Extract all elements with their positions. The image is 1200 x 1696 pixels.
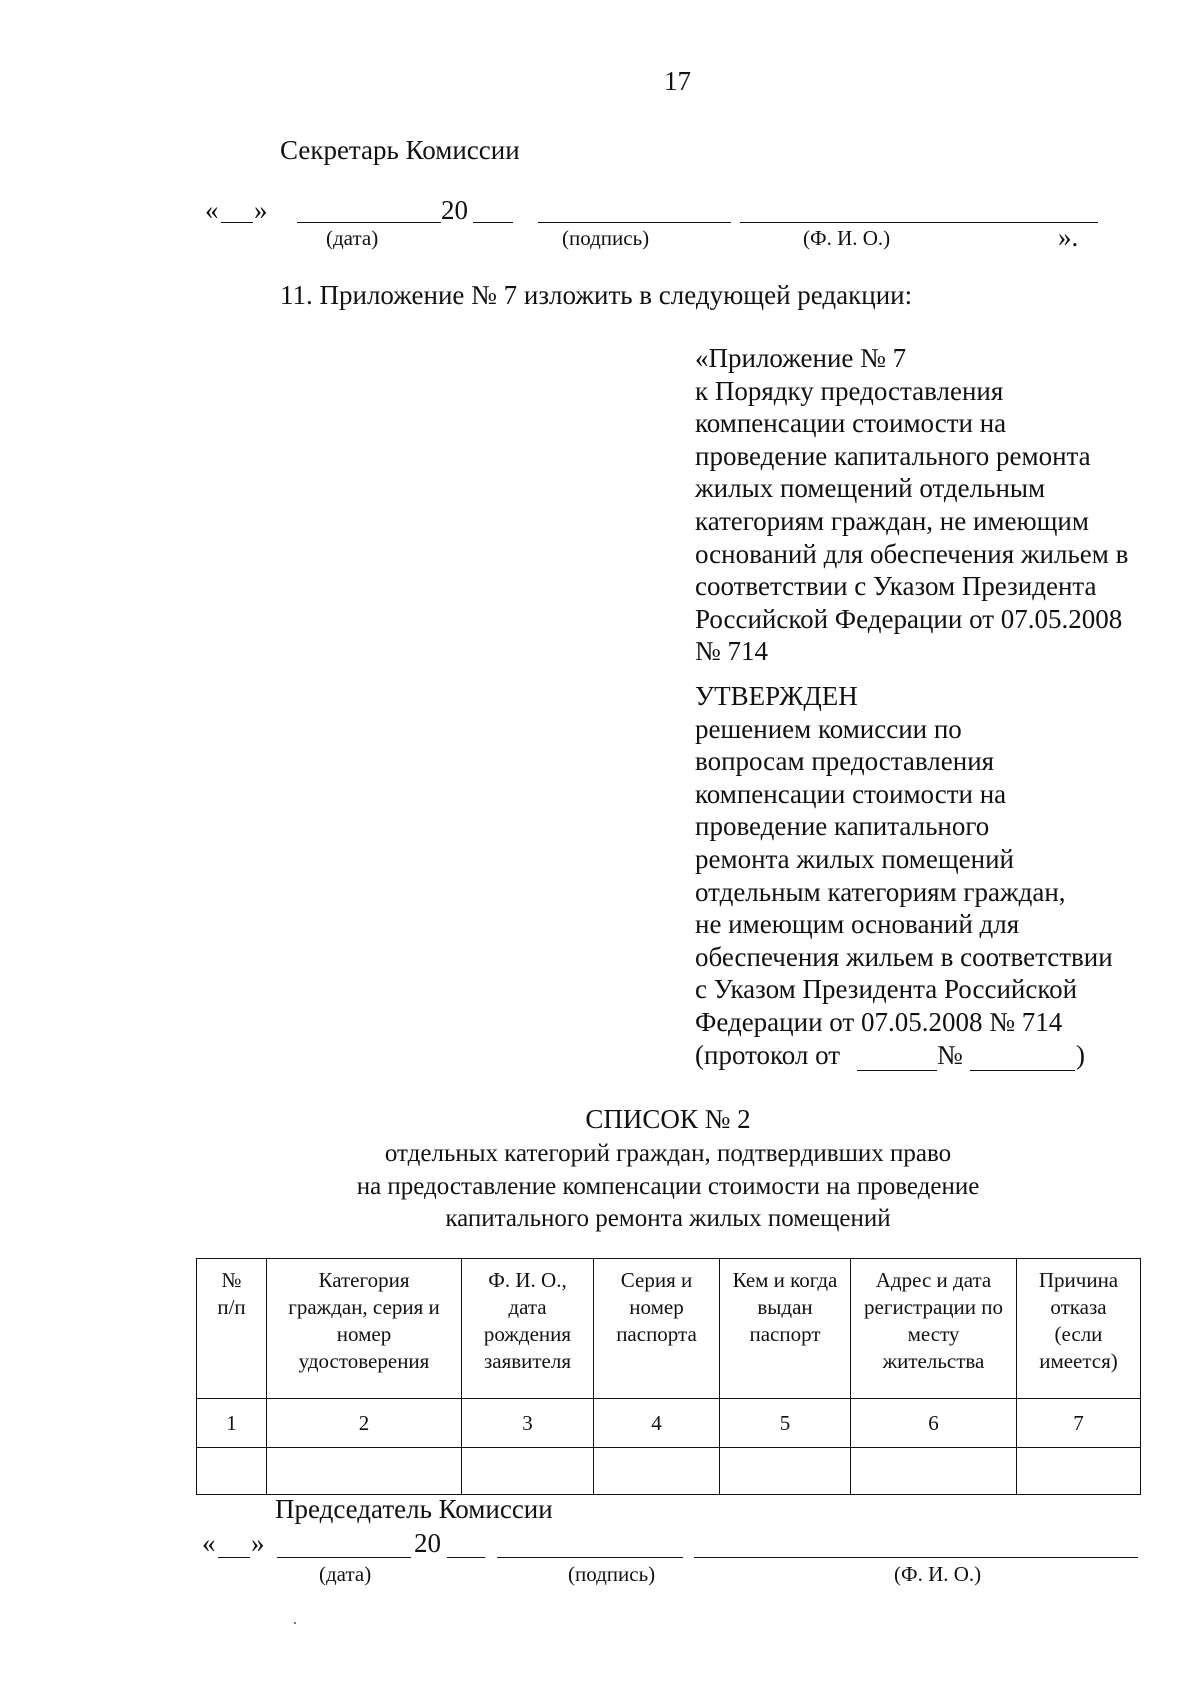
month-blank [277, 1557, 411, 1558]
approved-line: с Указом Президента Российской [695, 974, 1078, 1005]
header-cell-fio: Ф. И. О., дата рождения заявителя [462, 1259, 594, 1399]
protocol-end: ) [1076, 1040, 1085, 1070]
approved-line: вопросам предоставления [695, 746, 995, 777]
appendix-line: соответствии с Указом Президента [695, 571, 1097, 602]
approved-line: проведение капитального [695, 811, 990, 842]
list-subtitle-line: на предоставление компенсации стоимости на проведение [356, 1173, 980, 1200]
column-number-cell: 3 [462, 1399, 594, 1448]
protocol-date-blank [857, 1070, 937, 1071]
fio-blank [740, 222, 1098, 223]
signature-label: (подпись) [562, 226, 650, 250]
citizens-list-table [196, 1258, 1141, 1495]
list-subtitle-line: отдельных категорий граждан, подтвердивших право [384, 1140, 952, 1167]
approved-line: компенсации стоимости на [695, 778, 1007, 809]
secretary-title: Секретарь Комиссии [280, 135, 520, 165]
item-11-text: 11. Приложение № 7 изложить в следующей редакции: [280, 280, 913, 310]
appendix-header [695, 342, 1128, 668]
month-blank [297, 222, 441, 223]
appendix-line: компенсации стоимости на [695, 408, 1007, 439]
approved-line: ремонта жилых помещений [695, 843, 1014, 874]
signature-label: (подпись) [568, 1562, 656, 1586]
open-quote: « [202, 1528, 216, 1558]
fio-label: (Ф. И. О.) [803, 226, 891, 250]
year-blank [447, 1557, 485, 1558]
appendix-line: № 714 [695, 636, 769, 667]
approved-line: решением комиссии по [695, 713, 962, 744]
appendix-line: Российской Федерации от 07.05.2008 [695, 603, 1123, 634]
column-number-cell: 5 [720, 1399, 851, 1448]
day-blank [218, 1557, 250, 1558]
appendix-line: категориям граждан, не имеющим [695, 505, 1089, 536]
protocol-number-blank [970, 1070, 1075, 1071]
open-quote: « [205, 195, 219, 225]
header-cell-issued: Кем и когда выдан паспорт [720, 1259, 851, 1399]
empty-cell [197, 1448, 267, 1495]
appendix-line: жилых помещений отдельным [695, 473, 1046, 504]
empty-cell [720, 1448, 851, 1495]
approved-line: обеспечения жильем в соответствии [695, 941, 1113, 972]
approved-block [695, 680, 1113, 1039]
appendix-line: «Приложение № 7 [695, 343, 907, 373]
column-number-cell: 1 [197, 1399, 267, 1448]
header-cell-category: Категория граждан, серия и номер удостоверения [267, 1259, 462, 1399]
protocol-start: (протокол от [695, 1040, 841, 1070]
year-prefix: 20 [414, 1528, 441, 1558]
empty-cell [851, 1448, 1017, 1495]
approved-line: отдельным категориям граждан, [695, 876, 1066, 907]
list-heading: СПИСОК № 2 [585, 1104, 751, 1134]
empty-cell [1017, 1448, 1141, 1495]
column-number-cell: 4 [594, 1399, 720, 1448]
fio-blank [694, 1557, 1138, 1558]
empty-cell [594, 1448, 720, 1495]
appendix-line: к Порядку предоставления [695, 375, 1004, 406]
table-header-row [197, 1259, 1141, 1399]
scan-speck [294, 1622, 296, 1624]
chairman-title: Председатель Комиссии [275, 1494, 553, 1524]
fio-label: (Ф. И. О.) [894, 1562, 982, 1586]
closing-quote: ». [1058, 222, 1079, 252]
appendix-line: проведение капитального ремонта [695, 440, 1091, 471]
year-blank [473, 222, 513, 223]
column-number-cell: 2 [267, 1399, 462, 1448]
signature-blank [538, 222, 731, 223]
close-quote: » [254, 195, 268, 225]
close-quote: » [251, 1528, 265, 1558]
header-cell-address: Адрес и дата регистрации по месту жительства [851, 1259, 1017, 1399]
date-label: (дата) [326, 226, 379, 250]
date-label: (дата) [319, 1562, 372, 1586]
list-subtitle-line: капитального ремонта жилых помещений [445, 1205, 891, 1232]
column-number-cell: 6 [851, 1399, 1017, 1448]
approved-line: не имеющим оснований для [695, 909, 1020, 940]
day-blank [221, 222, 253, 223]
protocol-number-sign: № [937, 1040, 963, 1070]
page-number: 17 [664, 66, 691, 96]
header-cell-reason: Причина отказа (если имеется) [1017, 1259, 1141, 1399]
approved-title: УТВЕРЖДЕН [695, 681, 858, 711]
appendix-line: оснований для обеспечения жильем в [695, 538, 1129, 569]
signature-blank [497, 1557, 683, 1558]
header-cell-passport: Серия и номер паспорта [594, 1259, 720, 1399]
column-number-cell: 7 [1017, 1399, 1141, 1448]
year-prefix: 20 [441, 195, 468, 225]
approved-line: Федерации от 07.05.2008 № 714 [695, 1006, 1063, 1037]
table-row-empty [197, 1448, 1141, 1495]
empty-cell [462, 1448, 594, 1495]
empty-cell [267, 1448, 462, 1495]
header-cell-number: № п/п [197, 1259, 267, 1399]
table-row-column-numbers [197, 1399, 1141, 1448]
